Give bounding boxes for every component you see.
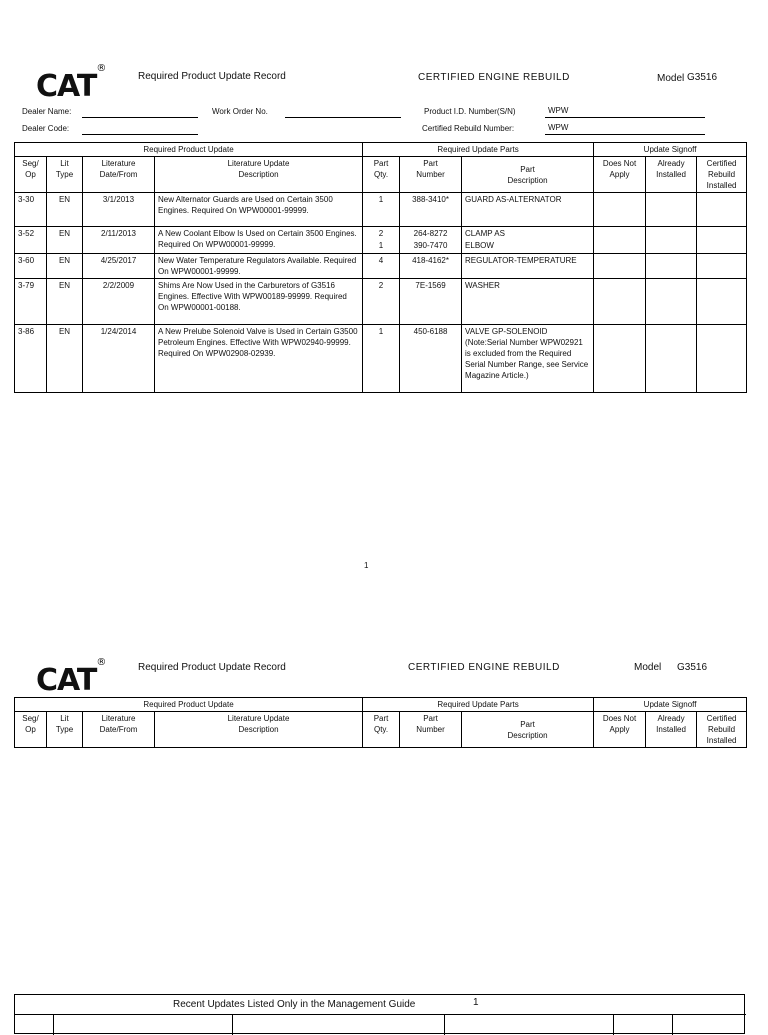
dealer-name-underline [82,117,198,118]
certified-rebuild-checkbox[interactable] [697,193,747,227]
already-installed-checkbox[interactable] [646,254,697,279]
certified-label: CERTIFIED ENGINE REBUILD [418,72,570,83]
col-part-description: Part Description [462,157,594,193]
part-description-cell: CLAMP AS ELBOW [462,227,594,254]
part-description-cell: REGULATOR-TEMPERATURE [462,254,594,279]
part-number-cell: 7E-1569 [400,279,462,325]
description-cell: A New Prelube Solenoid Valve is Used in Certain G3500 Petroleum Engines. Effective With WPW02940-99999. Required On WPW02908-02939. [155,325,363,393]
type-cell: EN [47,193,83,227]
col-lit-type: Lit Type [47,712,83,748]
work-order-underline [285,117,401,118]
date-cell: 1/24/2014 [83,325,155,393]
description-cell: New Water Temperature Regulators Available. Required On WPW00001-99999. [155,254,363,279]
certified-rebuild-checkbox[interactable] [697,279,747,325]
certified-rebuild-checkbox[interactable] [697,325,747,393]
cat-logo-text: CAT [36,69,97,104]
group-required-product-update: Required Product Update [15,698,363,712]
group-update-signoff: Update Signoff [594,698,747,712]
description-cell: A New Coolant Elbow Is Used on Certain 3500 Engines. Required On WPW00001-99999. [155,227,363,254]
col-part-number: Part Number [400,712,462,748]
certified-label: CERTIFIED ENGINE REBUILD [408,662,560,673]
rebuild-number-underline [545,134,705,135]
col-part-description: Part Description [462,712,594,748]
qty-cell: 1 [363,193,400,227]
part-description-cell: WASHER [462,279,594,325]
col-already-installed: Already Installed [646,157,697,193]
col-does-not-apply: Does Not Apply [594,157,646,193]
date-cell: 2/2/2009 [83,279,155,325]
seg-cell: 3-86 [15,325,47,393]
qty-cell: 2 [363,279,400,325]
management-guide-title: Recent Updates Listed Only in the Management Guide [173,999,416,1010]
col-part-qty: Part Qty. [363,157,400,193]
date-cell: 4/25/2017 [83,254,155,279]
column-divider [444,1014,445,1035]
dealer-name-label: Dealer Name: [22,107,72,116]
part-number-cell: 418-4162* [400,254,462,279]
part-number-cell: 450-6188 [400,325,462,393]
cat-logo-text: CAT [36,663,97,698]
column-divider [613,1014,614,1035]
model-label: Model [634,662,662,673]
type-cell: EN [47,227,83,254]
seg-cell: 3-60 [15,254,47,279]
column-divider [672,1014,673,1035]
col-lit-type: Lit Type [47,157,83,193]
col-literature-description: Literature Update Description [155,157,363,193]
cat-logo [36,657,107,698]
seg-cell: 3-79 [15,279,47,325]
does-not-apply-checkbox[interactable] [594,254,646,279]
certified-rebuild-checkbox[interactable] [697,227,747,254]
product-id-label: Product I.D. Number(S/N) [424,107,516,116]
group-update-signoff: Update Signoff [594,143,747,157]
qty-cell: 2 1 [363,227,400,254]
work-order-label: Work Order No. [212,107,268,116]
model-value: G3516 [677,662,708,673]
update-table [14,142,747,393]
seg-cell: 3-52 [15,227,47,254]
certified-rebuild-checkbox[interactable] [697,254,747,279]
date-cell: 3/1/2013 [83,193,155,227]
description-cell: New Alternator Guards are Used on Certain 3500 Engines. Required On WPW00001-99999. [155,193,363,227]
column-header-row [15,157,747,193]
model-value: G3516 [687,72,718,83]
cat-logo [36,63,107,104]
management-guide-table [14,994,745,1034]
col-part-qty: Part Qty. [363,712,400,748]
part-description-cell: VALVE GP-SOLENOID (Note:Serial Number WPW02921 is excluded from the Required Serial Number Range, see Service Magazine Article.) [462,325,594,393]
type-cell: EN [47,279,83,325]
qty-cell: 1 [363,325,400,393]
col-literature-description: Literature Update Description [155,712,363,748]
group-required-update-parts: Required Update Parts [363,143,594,157]
group-required-product-update: Required Product Update [15,143,363,157]
table-row [15,325,747,393]
management-guide-page-number: 1 [473,997,479,1008]
table-row [15,279,747,325]
update-table-continued [14,697,747,748]
col-part-number: Part Number [400,157,462,193]
does-not-apply-checkbox[interactable] [594,193,646,227]
part-number-cell: 388-3410* [400,193,462,227]
rebuild-number-field[interactable]: WPW [548,123,569,132]
col-certified-rebuild-installed: Certified Rebuild Installed [697,712,747,748]
description-cell: Shims Are Now Used in the Carburetors of G3516 Engines. Effective With WPW00189-99999. Required On WPW00001-00188. [155,279,363,325]
does-not-apply-checkbox[interactable] [594,227,646,254]
already-installed-checkbox[interactable] [646,325,697,393]
table-row [15,193,747,227]
part-description-cell: GUARD AS-ALTERNATOR [462,193,594,227]
date-cell: 2/11/2013 [83,227,155,254]
registered-mark: ® [96,657,107,668]
product-id-underline [545,117,705,118]
part-number-cell: 264-8272 390-7470 [400,227,462,254]
page-number: 1 [364,561,369,570]
record-title: Required Product Update Record [138,662,286,673]
dealer-code-underline [82,134,198,135]
management-guide-row-divider [15,1014,746,1015]
group-required-update-parts: Required Update Parts [363,698,594,712]
does-not-apply-checkbox[interactable] [594,325,646,393]
col-seg-op: Seg/ Op [15,157,47,193]
does-not-apply-checkbox[interactable] [594,279,646,325]
column-divider [53,1014,54,1035]
record-title: Required Product Update Record [138,71,286,82]
col-does-not-apply: Does Not Apply [594,712,646,748]
product-id-field[interactable]: WPW [548,106,569,115]
already-installed-checkbox[interactable] [646,279,697,325]
dealer-code-label: Dealer Code: [22,124,70,133]
type-cell: EN [47,325,83,393]
registered-mark: ® [96,63,107,74]
column-divider [232,1014,233,1035]
col-literature-date: Literature Date/From [83,712,155,748]
already-installed-checkbox[interactable] [646,227,697,254]
table-row [15,227,747,254]
seg-cell: 3-30 [15,193,47,227]
col-literature-date: Literature Date/From [83,157,155,193]
model-label: Model [657,73,685,84]
qty-cell: 4 [363,254,400,279]
col-already-installed: Already Installed [646,712,697,748]
already-installed-checkbox[interactable] [646,193,697,227]
col-seg-op: Seg/ Op [15,712,47,748]
col-certified-rebuild-installed: Certified Rebuild Installed [697,157,747,193]
table-row [15,254,747,279]
type-cell: EN [47,254,83,279]
rebuild-number-label: Certified Rebuild Number: [422,124,515,133]
column-header-row [15,712,747,748]
